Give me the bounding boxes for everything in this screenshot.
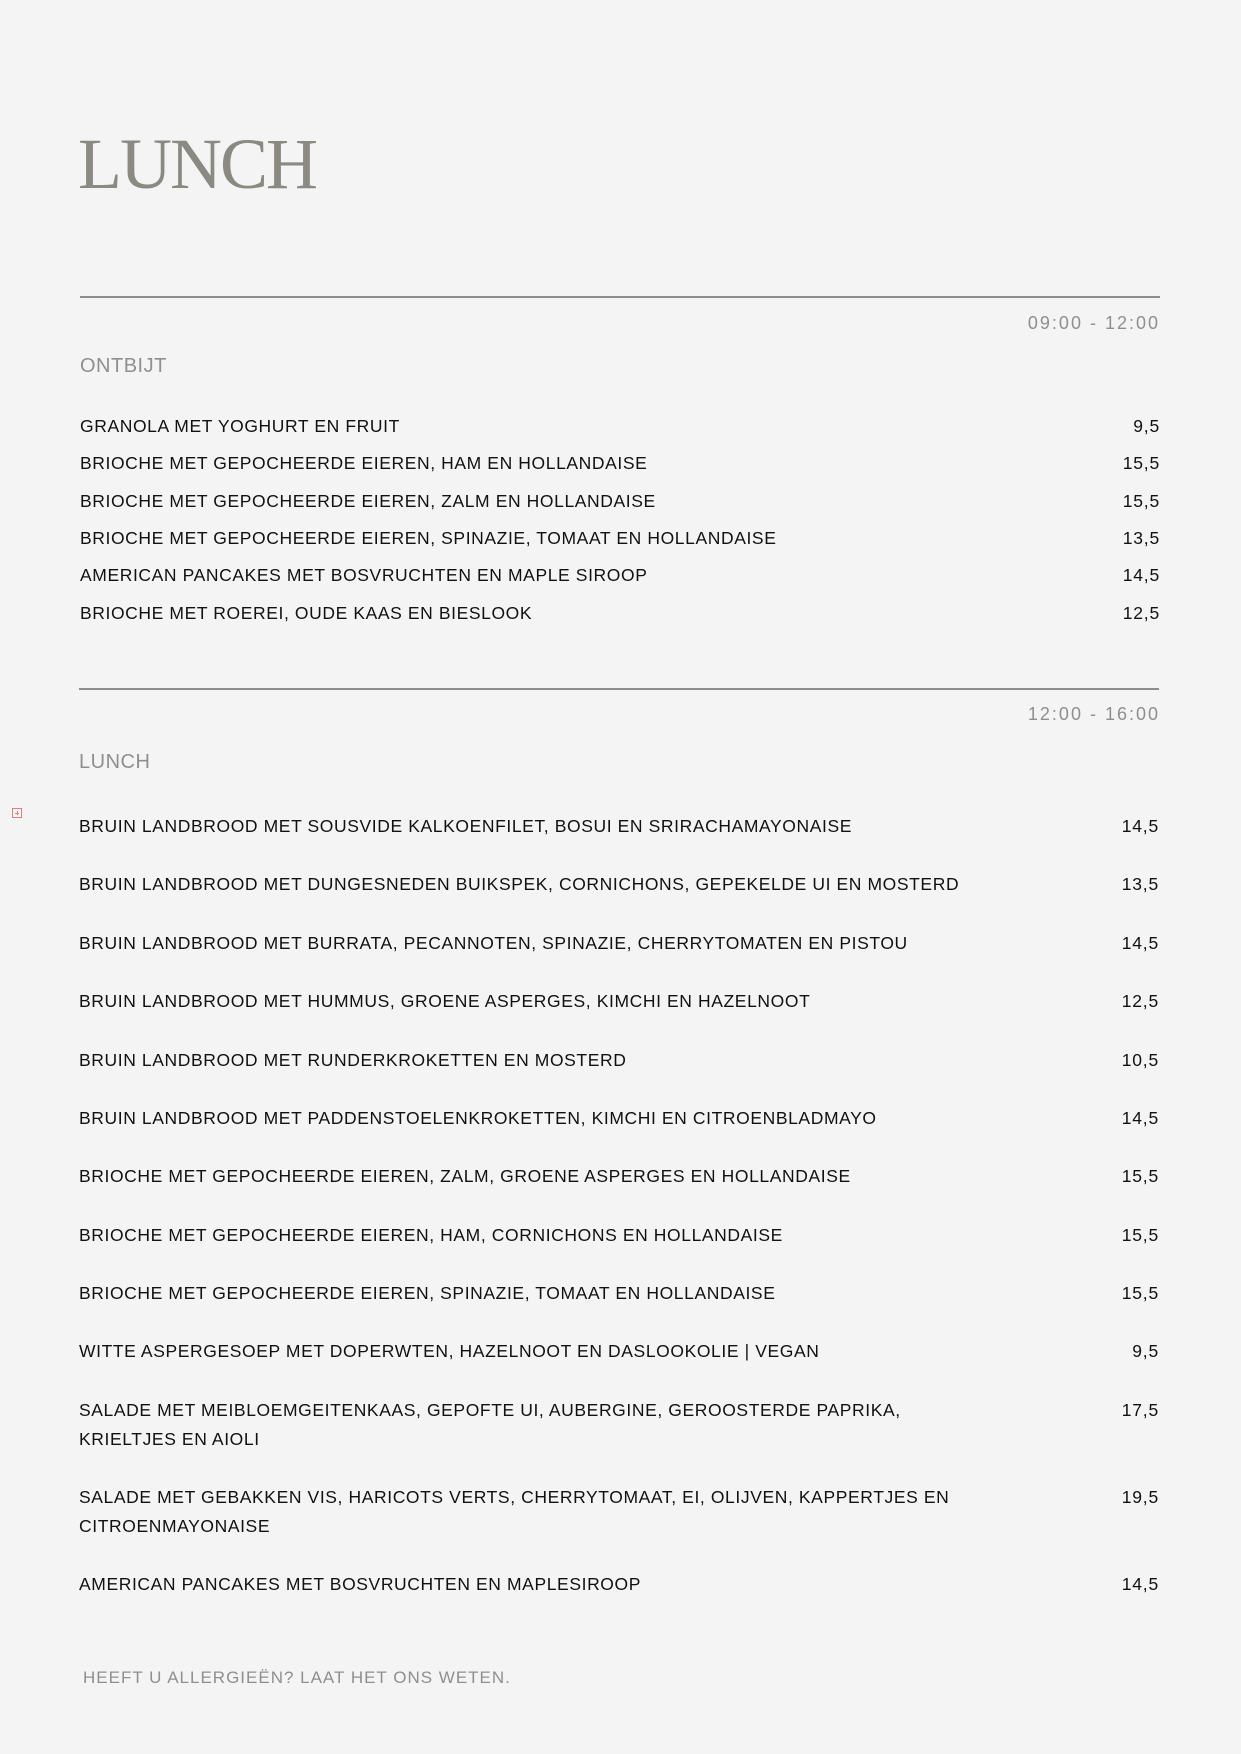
- menu-item: [79, 870, 1159, 899]
- menu-item: [79, 1046, 1159, 1075]
- section-heading-ontbijt: ONTBIJT: [80, 355, 167, 377]
- item-price: 15,5: [1121, 1283, 1159, 1303]
- page-title: LUNCH: [78, 124, 316, 204]
- item-price: 10,5: [1121, 1050, 1159, 1070]
- menu-item: [80, 599, 1160, 628]
- item-price: 15,5: [1122, 491, 1160, 511]
- time-range-ontbijt: 09:00 - 12:00: [1027, 313, 1160, 333]
- section-divider-lunch: [79, 688, 1159, 690]
- menu-item: [80, 449, 1160, 478]
- item-price: 13,5: [1121, 874, 1159, 894]
- item-name: SALADE MET GEBAKKEN VIS, HARICOTS VERTS, CHERRYTOMAAT, EI, OLIJVEN, KAPPERTJES EN CITROENMAYONAISE: [79, 1487, 950, 1536]
- item-price: 14,5: [1121, 816, 1159, 836]
- menu-item: [80, 524, 1160, 553]
- item-name: BRIOCHE MET GEPOCHEERDE EIEREN, ZALM EN HOLLANDAISE: [80, 491, 656, 511]
- item-name: BRUIN LANDBROOD MET RUNDERKROKETTEN EN MOSTERD: [79, 1050, 627, 1070]
- time-range-lunch: 12:00 - 16:00: [1027, 704, 1160, 724]
- item-name: BRUIN LANDBROOD MET PADDENSTOELENKROKETTEN, KIMCHI EN CITROENBLADMAYO: [79, 1108, 877, 1128]
- item-name: BRIOCHE MET GEPOCHEERDE EIEREN, SPINAZIE, TOMAAT EN HOLLANDAISE: [80, 528, 777, 548]
- section-divider-ontbijt: [80, 296, 1160, 298]
- item-price: 9,5: [1132, 1341, 1159, 1361]
- menu-item: [79, 1337, 1159, 1366]
- item-name: WITTE ASPERGESOEP MET DOPERWTEN, HAZELNOOT EN DASLOOKOLIE | VEGAN: [79, 1341, 820, 1361]
- item-name: GRANOLA MET YOGHURT EN FRUIT: [80, 416, 400, 436]
- menu-item: [79, 1104, 1159, 1133]
- item-price: 15,5: [1122, 453, 1160, 473]
- item-price: 15,5: [1121, 1166, 1159, 1186]
- item-name: BRUIN LANDBROOD MET SOUSVIDE KALKOENFILET, BOSUI EN SRIRACHAMAYONAISE: [79, 816, 852, 836]
- menu-item: [80, 487, 1160, 516]
- item-name: AMERICAN PANCAKES MET BOSVRUCHTEN EN MAPLESIROOP: [79, 1574, 642, 1594]
- menu-item: [80, 412, 1160, 441]
- menu-item: [80, 561, 1160, 590]
- section-heading-lunch: LUNCH: [79, 751, 151, 773]
- item-name: BRUIN LANDBROOD MET DUNGESNEDEN BUIKSPEK, CORNICHONS, GEPEKELDE UI EN MOSTERD: [79, 874, 960, 894]
- menu-item: [79, 1279, 1159, 1308]
- item-name: BRIOCHE MET GEPOCHEERDE EIEREN, HAM EN HOLLANDAISE: [80, 453, 648, 473]
- item-price: 19,5: [1121, 1487, 1159, 1507]
- menu-item: [79, 1221, 1159, 1250]
- menu-item: [79, 929, 1159, 958]
- item-price: 15,5: [1121, 1225, 1159, 1245]
- item-name: BRIOCHE MET GEPOCHEERDE EIEREN, SPINAZIE, TOMAAT EN HOLLANDAISE: [79, 1283, 776, 1303]
- item-price: 14,5: [1121, 1574, 1159, 1594]
- item-price: 14,5: [1121, 1108, 1159, 1128]
- menu-item: [79, 987, 1159, 1016]
- item-price: 12,5: [1121, 991, 1159, 1011]
- menu-item: [79, 812, 1159, 841]
- menu-item: [79, 1483, 1159, 1541]
- item-name: SALADE MET MEIBLOEMGEITENKAAS, GEPOFTE UI, AUBERGINE, GEROOSTERDE PAPRIKA, KRIELTJES EN AIOLI: [79, 1400, 901, 1449]
- menu-item: [79, 1570, 1159, 1599]
- expand-icon[interactable]: [12, 808, 22, 818]
- allergy-note: HEEFT U ALLERGIEËN? LAAT HET ONS WETEN.: [83, 1668, 511, 1687]
- menu-item: [79, 1162, 1159, 1191]
- item-name: BRIOCHE MET GEPOCHEERDE EIEREN, HAM, CORNICHONS EN HOLLANDAISE: [79, 1225, 783, 1245]
- item-price: 14,5: [1121, 933, 1159, 953]
- item-price: 17,5: [1121, 1400, 1159, 1420]
- item-name: BRUIN LANDBROOD MET HUMMUS, GROENE ASPERGES, KIMCHI EN HAZELNOOT: [79, 991, 811, 1011]
- item-name: BRUIN LANDBROOD MET BURRATA, PECANNOTEN, SPINAZIE, CHERRYTOMATEN EN PISTOU: [79, 933, 908, 953]
- item-price: 9,5: [1133, 416, 1160, 436]
- item-price: 13,5: [1122, 528, 1160, 548]
- item-price: 14,5: [1122, 565, 1160, 585]
- item-name: AMERICAN PANCAKES MET BOSVRUCHTEN EN MAPLE SIROOP: [80, 565, 648, 585]
- item-name: BRIOCHE MET GEPOCHEERDE EIEREN, ZALM, GROENE ASPERGES EN HOLLANDAISE: [79, 1166, 851, 1186]
- item-price: 12,5: [1122, 603, 1160, 623]
- item-name: BRIOCHE MET ROEREI, OUDE KAAS EN BIESLOOK: [80, 603, 533, 623]
- menu-item: [79, 1396, 1159, 1454]
